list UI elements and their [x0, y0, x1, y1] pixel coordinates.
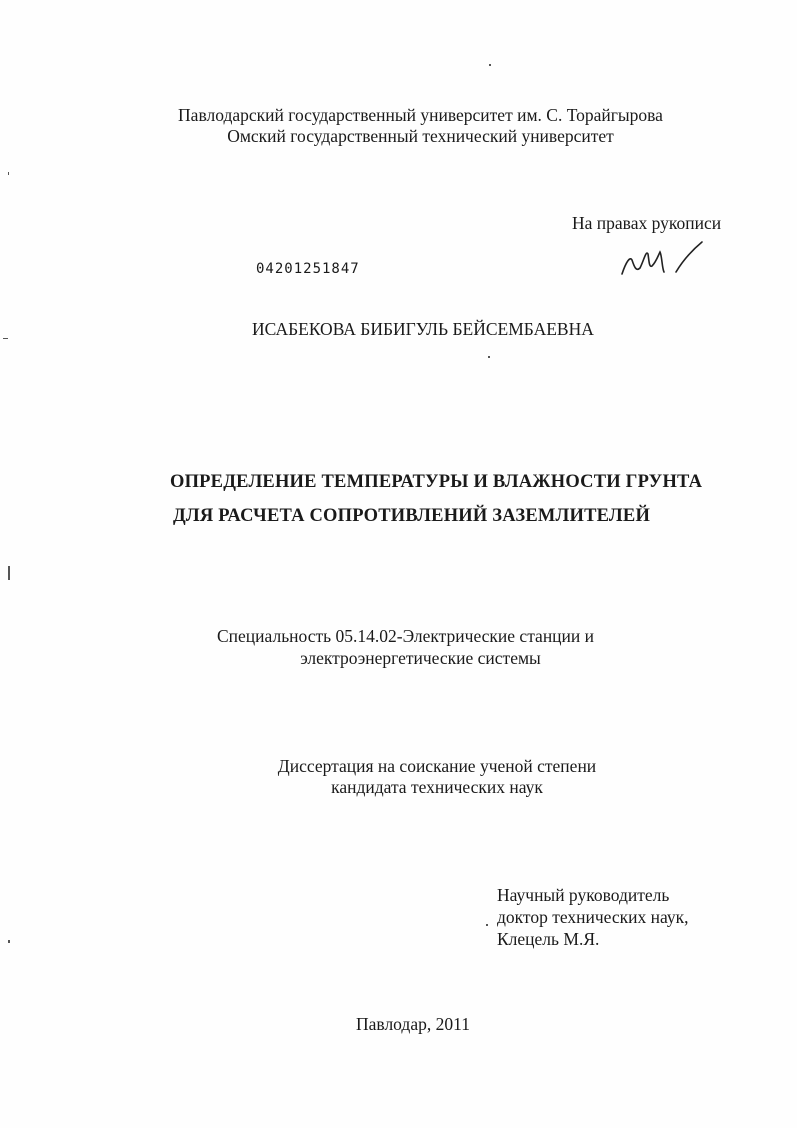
- supervisor-name: Клецель М.Я.: [497, 929, 600, 949]
- city-year: Павлодар, 2011: [356, 1014, 470, 1034]
- specialty-line-1: Специальность 05.14.02-Электрические станции и: [217, 626, 595, 646]
- title-line-1: ОПРЕДЕЛЕНИЕ ТЕМПЕРАТУРЫ И ВЛАЖНОСТИ ГРУНТА: [170, 472, 703, 492]
- university-line-2: Омский государственный технический университет: [227, 126, 614, 146]
- scan-speck: [486, 924, 488, 926]
- scan-speck: [8, 940, 10, 943]
- university-line-1: Павлодарский государственный университет им. С. Торайгырова: [178, 105, 663, 125]
- specialty-line-2: электроэнергетические системы: [300, 648, 541, 668]
- dissertation-line-2: кандидата технических наук: [331, 777, 543, 797]
- scan-speck: [489, 64, 491, 66]
- supervisor-role: Научный руководитель: [497, 885, 670, 905]
- scan-speck: [488, 356, 490, 358]
- dissertation-line-1: Диссертация на соискание ученой степени: [277, 756, 597, 776]
- scan-speck: [8, 566, 10, 580]
- scan-speck: [8, 172, 9, 175]
- registration-number: 04201251847: [256, 261, 360, 277]
- title-line-2: ДЛЯ РАСЧЕТА СОПРОТИВЛЕНИЙ ЗАЗЕМЛИТЕЛЕЙ: [173, 506, 651, 526]
- scan-speck: [3, 338, 8, 339]
- signature-mark: [618, 238, 708, 280]
- supervisor-degree: доктор технических наук,: [497, 907, 689, 927]
- rights-label: На правах рукописи: [572, 213, 722, 233]
- author-name: ИСАБЕКОВА БИБИГУЛЬ БЕЙСЕМБАЕВНА: [252, 319, 594, 339]
